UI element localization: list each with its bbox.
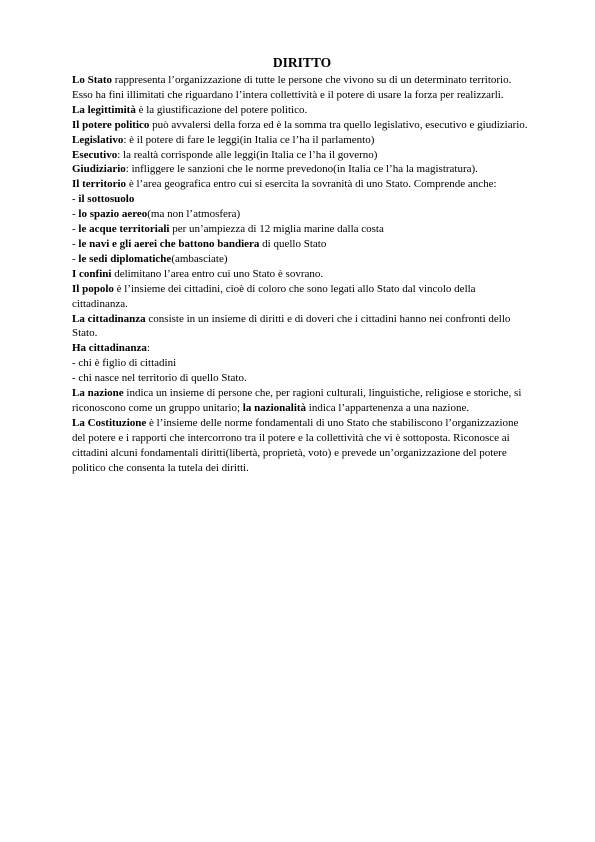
term-nazione: La nazione xyxy=(72,387,124,400)
text-giudiziario: : infliggere le sanzioni che le norme prevedono(in Italia ce l’ha la magistratura). xyxy=(125,163,478,176)
term-nazionalita: la nazionalità xyxy=(242,401,307,414)
term-legislativo: Legislativo xyxy=(72,133,124,146)
list-item: - il sottosuolo xyxy=(72,193,135,206)
text-territorio: è l’area geografica entro cui si esercita la sovranità di uno Stato. Comprende anche: xyxy=(126,178,497,191)
document-page xyxy=(72,55,532,475)
list-item: - le sedi diplomatiche(ambasciate) xyxy=(72,252,228,265)
term-ha-cittadinanza: Ha cittadinanza xyxy=(72,342,147,355)
paragraph-costituzione xyxy=(72,416,532,476)
list-item: - chi nasce nel territorio di quello Stato. xyxy=(72,372,247,385)
paragraph-ha-cittadinanza xyxy=(72,341,532,356)
text-confini: delimitano l’area entro cui uno Stato è sovrano. xyxy=(111,267,324,280)
paragraph-territorio xyxy=(72,177,532,192)
paragraph-giudiziario xyxy=(72,162,532,177)
term-costituzione: La Costituzione xyxy=(72,416,147,429)
text-nazione: indica un insieme di persone che, per ragioni culturali, linguistiche, religiose e storiche, si riconoscono come un gruppo unitario; xyxy=(72,387,522,414)
text-stato: rappresenta l’organizzazione di tutte le persone che vivono su di un determinato territorio. Esso ha fini illimitati che riguardano l’intera collettività e il potere di usare la forza per realizzarli. xyxy=(72,74,512,101)
text-costituzione: è l’insieme delle norme fondamentali di uno Stato che stabiliscono l’organizzazione del potere e i rapporti che intercorrono tra il potere e la collettività che vi è sottoposta. Riconosce ai cittadini alcuni fondamentali diritti(libertà, proprietà, voto) e prevede un’organizzazione del potere politico che consenta la tutela dei diritti. xyxy=(72,416,519,474)
list-item: - lo spazio aereo(ma non l’atmosfera) xyxy=(72,208,241,221)
list-item: - chi è figlio di cittadini xyxy=(72,357,177,370)
text-popolo: è l’insieme dei cittadini, cioè di coloro che sono legati allo Stato dal vincolo della cittadinanza. xyxy=(72,282,476,310)
text-nazionalita: indica l’appartenenza a una nazione. xyxy=(306,401,470,414)
paragraph-confini xyxy=(72,267,532,282)
term-giudiziario: Giudiziario xyxy=(72,163,126,176)
paragraph-popolo xyxy=(72,282,532,312)
term-stato: Lo Stato xyxy=(72,74,113,86)
list-item-term: lo spazio aereo xyxy=(78,208,148,221)
list-item-term: le sedi diplomatiche xyxy=(78,252,172,265)
paragraph-stato xyxy=(72,73,532,103)
list-item: - le acque territoriali per un’ampiezza di 12 miglia marine dalla costa xyxy=(72,223,384,236)
term-cittadinanza: La cittadinanza xyxy=(72,312,146,325)
list-item-term: il sottosuolo xyxy=(78,193,135,206)
term-confini: I confini xyxy=(72,267,112,280)
list-item-term: le acque territoriali xyxy=(78,223,170,236)
term-esecutivo: Esecutivo xyxy=(72,148,118,161)
paragraph-legittimita xyxy=(72,103,532,118)
term-potere-politico: Il potere politico xyxy=(72,118,150,131)
list-item-term: le navi e gli aerei che battono bandiera xyxy=(78,237,260,250)
term-territorio: Il territorio xyxy=(72,178,127,191)
text-ha-cittadinanza: : xyxy=(146,342,150,355)
document-title: DIRITTO xyxy=(272,55,332,70)
text-potere-politico: può avvalersi della forza ed è la somma tra quello legislativo, esecutivo e giudiziario. xyxy=(149,118,528,131)
term-legittimita: La legittimità xyxy=(72,103,136,116)
text-legittimita: è la giustificazione del potere politico. xyxy=(135,103,308,116)
text-cittadinanza: consiste in un insieme di diritti e di doveri che i cittadini hanno nei confronti dello Stato. xyxy=(72,312,511,340)
paragraph-nazione xyxy=(72,386,532,416)
paragraph-potere-politico xyxy=(72,118,532,133)
paragraph-legislativo xyxy=(72,133,532,148)
text-legislativo: : è il potere di fare le leggi(in Italia ce l’ha il parlamento) xyxy=(123,133,375,146)
list-item: - le navi e gli aerei che battono bandiera di quello Stato xyxy=(72,237,327,250)
paragraph-cittadinanza xyxy=(72,312,532,342)
term-popolo: Il popolo xyxy=(72,282,114,295)
paragraph-esecutivo xyxy=(72,148,532,163)
text-esecutivo: : la realtà corrisponde alle leggi(in Italia ce l’ha il governo) xyxy=(117,148,378,161)
